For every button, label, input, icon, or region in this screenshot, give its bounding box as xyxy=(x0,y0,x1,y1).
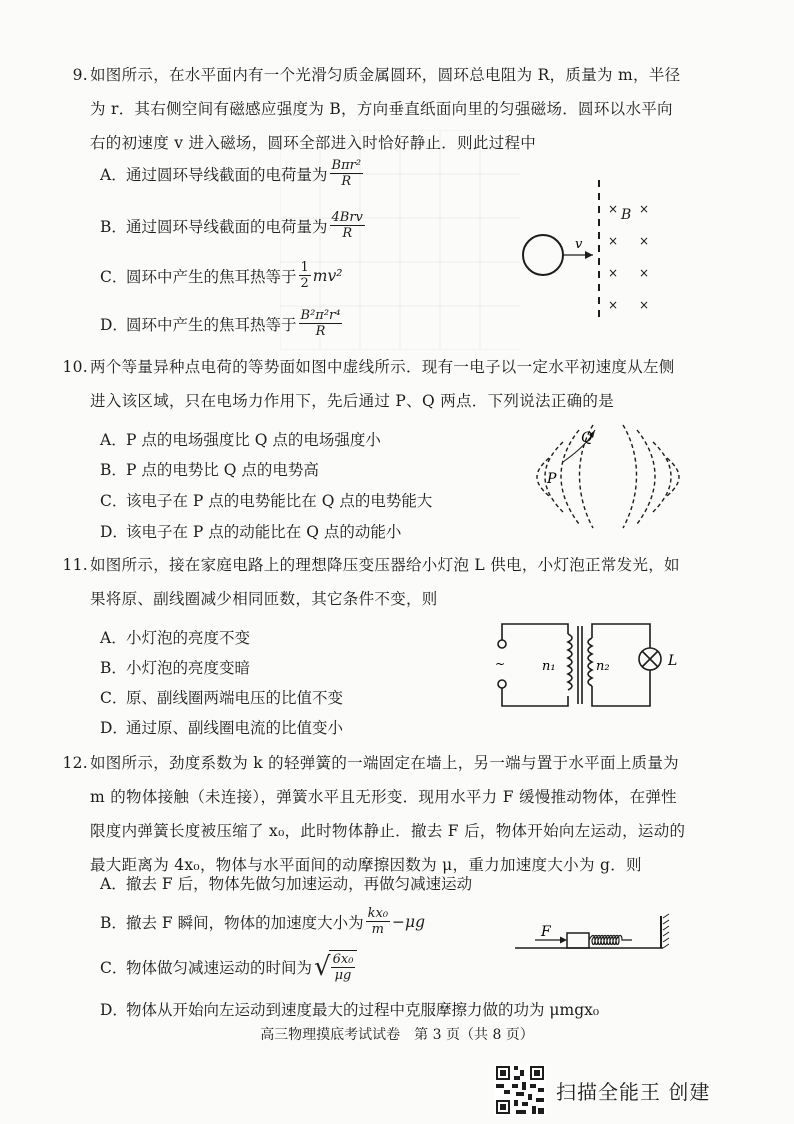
numerator: Bπr² xyxy=(331,158,362,173)
numerator: B²π²r⁴ xyxy=(300,308,341,323)
fraction xyxy=(330,210,365,241)
field-label: B xyxy=(621,207,632,223)
q10-option-b[interactable] xyxy=(100,458,319,480)
option-text: 物体做匀减速运动的时间为 xyxy=(126,958,313,977)
metal-ring xyxy=(523,235,563,275)
q9-option-b[interactable] xyxy=(100,210,367,241)
question-11-stem xyxy=(62,548,702,616)
q12-option-d[interactable] xyxy=(100,998,599,1020)
option-label: A． xyxy=(100,875,127,893)
fraction xyxy=(366,906,390,937)
q9-option-a[interactable] xyxy=(100,158,365,189)
field-cross: × xyxy=(608,266,619,280)
point-q-label: Q xyxy=(581,430,593,446)
stem-line: 两个等量异种点电荷的等势面如图中虚线所示．现有一电子以一定水平初速度从左侧 xyxy=(90,358,675,376)
ring-magnetic-field-figure xyxy=(515,175,665,325)
option-label: D． xyxy=(100,719,128,737)
field-cross: × xyxy=(608,202,619,216)
block xyxy=(567,933,589,948)
question-12-stem xyxy=(62,746,702,882)
watermark-text: 扫描全能王 创建 xyxy=(556,1079,711,1104)
fraction xyxy=(299,308,343,339)
option-tail: mv² xyxy=(312,266,343,285)
q11-option-b[interactable] xyxy=(100,656,250,678)
denominator: m xyxy=(371,922,384,937)
q12-option-b[interactable] xyxy=(100,906,425,937)
transformer-figure xyxy=(490,612,690,717)
stem-line: 如图所示，在水平面内有一个光滑匀质金属圆环，圆环总电阻为 R，质量为 m，半径 xyxy=(90,66,681,84)
question-number: 9. xyxy=(72,66,88,84)
lamp-label: L xyxy=(668,653,678,669)
stem-line: 最大距离为 4x₀，物体与水平面间的动摩擦因数为 μ，重力加速度大小为 g．则 xyxy=(90,856,642,874)
option-text: 通过圆环导线截面的电荷量为 xyxy=(126,217,328,236)
option-text: 该电子在 P 点的电势能比在 Q 点的电势能大 xyxy=(126,492,433,510)
q12-option-a[interactable] xyxy=(100,872,472,894)
option-text: 小灯泡的亮度变暗 xyxy=(126,659,251,677)
secondary-coil-label: n₂ xyxy=(596,659,610,674)
option-text: P 点的电势比 Q 点的电势高 xyxy=(126,461,319,479)
option-text: 该电子在 P 点的动能比在 Q 点的动能小 xyxy=(126,523,402,541)
question-number: 12. xyxy=(62,754,88,772)
q12-option-c[interactable] xyxy=(100,950,357,983)
ac-source-symbol: ~ xyxy=(495,657,506,671)
option-label: C． xyxy=(100,689,128,707)
fraction xyxy=(331,952,356,983)
radicand xyxy=(329,950,358,983)
option-text: 圆环中产生的焦耳热等于 xyxy=(126,267,297,286)
question-9-stem xyxy=(72,58,702,160)
fraction xyxy=(299,260,311,291)
option-label: A． xyxy=(100,165,127,184)
option-label: C． xyxy=(100,267,128,286)
option-text: 圆环中产生的焦耳热等于 xyxy=(126,315,297,334)
numerator: 1 xyxy=(300,260,309,275)
velocity-arrowhead xyxy=(585,251,593,259)
option-tail: −μg xyxy=(392,912,426,931)
option-label: B． xyxy=(100,217,127,236)
force-arrowhead xyxy=(560,937,567,944)
stem-line: 限度内弹簧长度被压缩了 x₀，此时物体静止．撤去 F 后，物体开始向左运动，运动的 xyxy=(90,822,686,840)
option-label: D． xyxy=(100,523,128,541)
field-cross: × xyxy=(639,298,650,312)
stem-line: 进入该区域，只在电场力作用下，先后通过 P、Q 两点．下列说法正确的是 xyxy=(90,392,614,410)
stem-line: 如图所示，劲度系数为 k 的轻弹簧的一端固定在墙上，另一端与置于水平面上质量为 xyxy=(90,754,679,772)
denominator: R xyxy=(342,226,353,241)
denominator: R xyxy=(341,174,352,189)
stem-line: 为 r．其右侧空间有磁感应强度为 B，方向垂直纸面向里的匀强磁场．圆环以水平向 xyxy=(90,100,673,118)
stem-line: 右的初速度 v 进入磁场，圆环全部进入时恰好静止．则此过程中 xyxy=(90,134,537,152)
stem-line: 果将原、副线圈减少相同匝数，其它条件不变，则 xyxy=(90,590,438,608)
force-label: F xyxy=(541,924,551,940)
velocity-label: v xyxy=(575,237,583,252)
option-label: D． xyxy=(100,1001,128,1019)
numerator: kx₀ xyxy=(367,906,389,921)
option-label: A． xyxy=(100,431,127,449)
denominator: μg xyxy=(334,968,352,983)
q11-option-a[interactable] xyxy=(100,626,250,648)
fraction xyxy=(330,158,364,189)
option-label: C． xyxy=(100,492,128,510)
numerator: 6x₀ xyxy=(332,952,354,967)
question-number: 10. xyxy=(62,358,88,376)
stem-line: m 的物体接触（未连接），弹簧水平且无形变．现用水平力 F 缓慢推动物体，在弹性 xyxy=(90,788,677,806)
denominator: R xyxy=(315,324,326,339)
q10-option-d[interactable] xyxy=(100,520,401,542)
option-text: 撤去 F 瞬间，物体的加速度大小为 xyxy=(126,913,364,932)
qr-code-icon xyxy=(494,1064,546,1116)
option-label: B． xyxy=(100,659,127,677)
option-label: C． xyxy=(100,958,128,977)
question-10-stem xyxy=(62,350,702,418)
q10-option-a[interactable] xyxy=(100,428,381,450)
spring xyxy=(589,936,632,945)
square-root xyxy=(314,950,357,983)
q11-option-d[interactable] xyxy=(100,716,343,738)
option-text: P 点的电场强度比 Q 点的电场强度小 xyxy=(126,431,381,449)
equipotential-figure xyxy=(535,420,685,535)
q9-option-d[interactable] xyxy=(100,308,344,339)
field-cross: × xyxy=(608,298,619,312)
stem-line: 如图所示，接在家庭电路上的理想降压变压器给小灯泡 L 供电，小灯泡正常发光，如 xyxy=(90,556,680,574)
option-label: D． xyxy=(100,315,128,334)
option-label: A． xyxy=(100,629,127,647)
scanner-watermark xyxy=(494,1064,710,1116)
point-p-label: P xyxy=(547,471,557,487)
page-footer: 高三物理摸底考试试卷 第 3 页（共 8 页） xyxy=(260,1027,534,1043)
field-cross: × xyxy=(639,202,650,216)
question-number: 11. xyxy=(62,556,88,574)
option-text: 通过圆环导线截面的电荷量为 xyxy=(126,165,328,184)
denominator: 2 xyxy=(300,276,309,291)
numerator: 4Brv xyxy=(331,210,363,225)
option-text: 物体从开始向左运动到速度最大的过程中克服摩擦力做的功为 μmgx₀ xyxy=(126,1001,600,1019)
q10-option-c[interactable] xyxy=(100,489,432,511)
option-text: 通过原、副线圈电流的比值变小 xyxy=(126,719,344,737)
field-cross: × xyxy=(639,266,650,280)
primary-coil-label: n₁ xyxy=(542,659,556,674)
option-text: 原、副线圈两端电压的比值不变 xyxy=(126,689,344,707)
field-cross: × xyxy=(608,234,619,248)
option-text: 撤去 F 后，物体先做匀加速运动，再做匀减速运动 xyxy=(126,875,473,893)
field-cross: × xyxy=(639,234,650,248)
spring-block-figure xyxy=(515,912,675,954)
option-label: B． xyxy=(100,913,127,932)
q11-option-c[interactable] xyxy=(100,686,343,708)
q9-option-c[interactable] xyxy=(100,260,342,291)
option-text: 小灯泡的亮度不变 xyxy=(126,629,251,647)
radical-sign: √ xyxy=(314,951,331,982)
option-label: B． xyxy=(100,461,127,479)
